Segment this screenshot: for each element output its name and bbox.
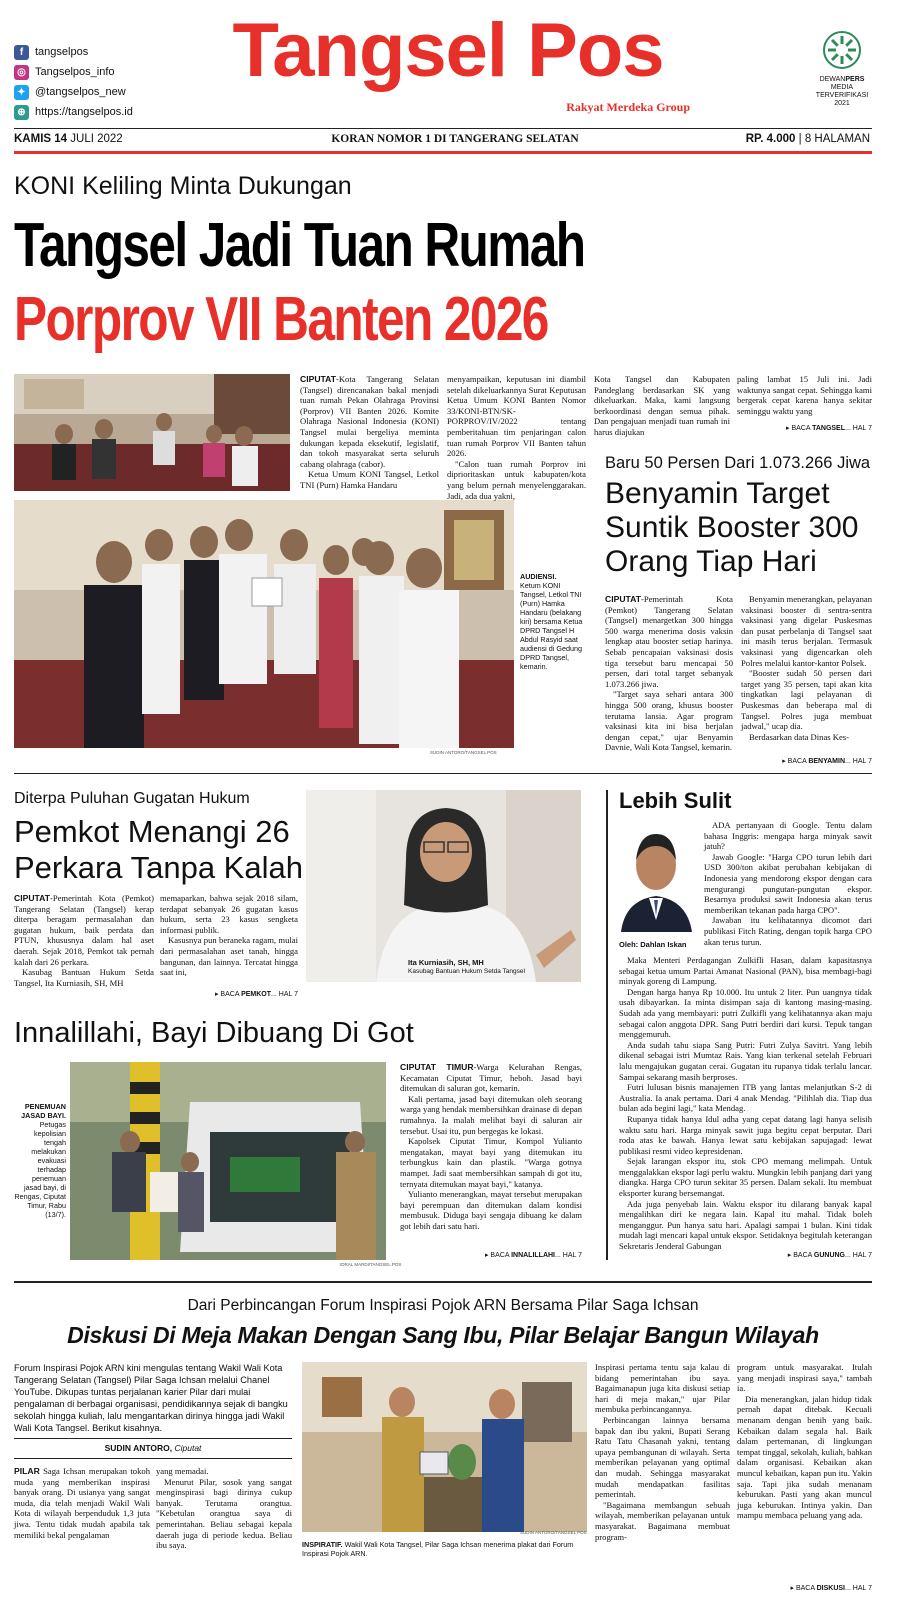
- diskusi-col-1: PILAR Saga Ichsan merupakan tokoh muda yang memberikan inspirasi banyak orang. Di usianya yang sangat muda, dia telah menjadi Wakil Wali Kota di wilayah berpenduduk 1,3 juta jiwa. Tentu tidak mudah apabila tak memiliki bekal pengalaman: [14, 1466, 150, 1540]
- twitter-icon: ✦: [14, 85, 29, 100]
- lead-kicker: KONI Keliling Minta Dukungan: [14, 172, 352, 200]
- social-website[interactable]: ⊕ https://tangselpos.id: [14, 102, 133, 122]
- lead-photo-audiensi: [14, 500, 514, 748]
- masthead-bottom-rule: [14, 151, 872, 154]
- social-facebook[interactable]: f tangselpos: [14, 42, 133, 62]
- benyamin-headline: Benyamin Target Suntik Booster 300 Orang Tiap Hari: [605, 477, 859, 578]
- social-instagram[interactable]: ◎ Tangselpos_info: [14, 62, 133, 82]
- diskusi-byline-rule-2: [14, 1458, 292, 1459]
- column-divider: [606, 790, 608, 1260]
- lead-headline-2: Porprov VII Banten 2026: [14, 285, 548, 354]
- social-links: [14, 42, 133, 122]
- diskusi-col-2: yang memadai. Menurut Pilar, sosok yang sangat menginspirasi bagi dirinya cukup banyak. Terutama orangtua. "Kebetulan orangtua saya di pemerintahan. Beliau sebagai kepala daerah juga di periode kedua. Beliau ibu saya.: [156, 1466, 292, 1551]
- bayi-continued-link[interactable]: ▸ BACA INNALILLAHI... HAL 7: [484, 1252, 582, 1259]
- bayi-headline: Innalillahi, Bayi Dibuang Di Got: [14, 1017, 414, 1049]
- diskusi-intro: Forum Inspirasi Pojok ARN kini mengulas tentang Wakil Wali Kota Tangerang Selatan (Tangsel) Pilar Saga Ichsan melalui Chanel YouTube. Dikupas tuntas perjalanan karier Pilar dari mulai pengalaman di berbagai organisasi, pendidikannya sejak di bangku sekolah hingga kuliah, lalu mengantarkan dirinya hingga jadi Wakil Wali Kota Tangsel. Berikut kisahnya.: [14, 1363, 288, 1433]
- newspaper-title: Tangsel Pos: [232, 8, 664, 93]
- lead-headline-1: Tangsel Jadi Tuan Rumah: [14, 211, 585, 280]
- lead-continued-link[interactable]: ▸ BACA TANGSEL... HAL 7: [785, 425, 872, 432]
- pemkot-kicker: Diterpa Puluhan Gugatan Hukum: [14, 790, 250, 807]
- diskusi-col-3: Inspirasi pertama tentu saja kalau di bidang pemerintahan ibu saya. Bagaimanapun juga kita diskusi setiap hari di meja makan," ujar Pilar membuka perbincangannya. Perbincangan lainnya bersama bapak dan ibu yakni, Bupati Serang Ratu Tatu Chasanah yakni, tentang upaya pembangunan di wilayah. Serta memberikan pelayanan yang optimal dan mudah. Sehingga masyarakat mudah mendapatkan fasilitas pemerintah. "Bagaimana membangun sebuah wilayah, memberikan pelayanan untuk masyarakat. Bagaimana membuat program-: [595, 1362, 730, 1542]
- diskusi-photo: [302, 1362, 587, 1532]
- lead-photo-credit: SUDIN ANTORO/TANGSEL POS: [430, 750, 497, 755]
- price-pages: RP. 4.000 | 8 HALAMAN: [745, 133, 870, 145]
- facebook-icon: f: [14, 45, 29, 60]
- diskusi-continued-link[interactable]: ▸ BACA DISKUSI... HAL 7: [790, 1585, 872, 1592]
- pemkot-photo: [306, 790, 581, 982]
- diskusi-byline: SUDIN ANTORO, Ciputat: [104, 1443, 202, 1453]
- press-badge: DEWANPERS MEDIA TERVERIFIKASI 2021: [812, 30, 872, 108]
- slogan: KORAN NOMOR 1 DI TANGERANG SELATAN: [331, 133, 579, 145]
- dewan-pers-logo-icon: [822, 30, 862, 70]
- lead-col-3: Kota Tangsel dan Kabupaten Pandeglang berdasarkan SK yang dikeluarkan. Maka, kami langsung berkoordinasi dengan semua pihak. Dan pengajuan menjadi tuan rumah ini harus diajukan: [594, 374, 730, 437]
- issue-date: KAMIS 14 JULI 2022: [14, 133, 123, 145]
- bayi-photo-credit: IDRAL MARDI/TANGSEL POS: [340, 1262, 402, 1267]
- diskusi-photo-credit: SUDIN ANTORO/TANGSEL POS: [520, 1530, 587, 1535]
- bayi-photo-caption: PENEMUAN JASAD BAYI. Petugas kepolisian tengah melakukan evakuasi terhadap penemuan jasad bayi, di Rengas, Ciputat Timur, Rabu (13/7).: [14, 1102, 66, 1219]
- diskusi-kicker: Dari Perbincangan Forum Inspirasi Pojok ARN Bersama Pilar Saga Ichsan: [187, 1297, 699, 1314]
- section-rule-2: [14, 1281, 872, 1283]
- masthead-top-rule: [14, 128, 872, 129]
- section-rule-1: [14, 773, 872, 774]
- bayi-col-1: CIPUTAT TIMUR-Warga Kelurahan Rengas, Kecamatan Ciputat Timur, heboh. Jasad bayi ditemukan di saluran got, kemarin. Kali pertama, jasad bayi ditemukan oleh seorang warga yang hendak membersihkan drainase di depan rumahnya. Ia malah melihat bayi di saluran air tersebut. Usai itu, pun bergegas ke lokasi. Kapolsek Ciputat Timur, Kompol Yulianto mengatakan, mayat bayi yang ditemukan itu terbungkus kain dan plastik. "Warga gotnya mampet. Jadi saat membersihkan sampah di got itu, ternyata ditemukan mayat bayi," katanya. Yulianto menerangkan, mayat tersebut merupakan bayi perempuan dan ditemukan dalam kondisi membusuk. Diduga bayi sengaja dibuang ke dalam got lebih dari satu hari.: [400, 1062, 583, 1231]
- lead-col-2: menyampaikan, keputusan ini diambil setelah dikeluarkannya Surat Keputusan Ketua Umum KONI Banten Nomor 33/KONI-BTN/SK-PORPROV/IV/2022 tentang pemberitahuan tim penjaringan calon tuan rumah Porprov VII Banten tahun 2026. "Calon tuan rumah Porprov ini diprioritaskan untuk kabupaten/kota yang belum pernah menyelenggarakan. Jadi, ada dua yakni,: [447, 374, 586, 501]
- pemkot-col-1: CIPUTAT-Pemerintah Kota (Pemkot) Tangerang Selatan (Tangsel) kerap diterpa beragam permasalahan dan gugatan hukum, baik perdata dan PTUN, khususnya dalam hal aset daerah. Sejak 2018, Pemkot tak pernah kalah dari 26 perkara. Kasubag Bantuan Hukum Setda Tangsel, Ita Kurniasih, SH, MH: [14, 893, 154, 988]
- diskusi-byline-rule: [14, 1438, 292, 1439]
- pemkot-caption-name: Ita Kurniasih, SH, MH: [408, 958, 484, 967]
- benyamin-kicker: Baru 50 Persen Dari 1.073.266 Jiwa: [605, 454, 871, 472]
- globe-icon: ⊕: [14, 105, 29, 120]
- column-col-body: Maka Menteri Perdagangan Zulkifli Hasan, dalam kapasitasnya sebagai ketua umum Partai Amanat Nasional (PAN), bisa membagi-bagi minyak goreng di Lampung. Dengan harga hanya Rp 10.000. Itu untuk 2 liter. Pun uangnya tidak usah dibayarkan. Ia minta disimpan saja di kantong masing-masing. Sudah ada yang membayari: putri Zulkifli yang kelihatannya akan maju sebagai calon anggota DPR. Sang Putri berdiri dari kursi. Tepuk tangan menggemuruh. Anda sudah tahu siapa Sang Putri: Futri Zulya Savitri. Yang lebih dikenal sebagai istri Mumtaz Rais. Yang kian terkenal setelah Februari lalu mengajukan gugatan cerai. Gugatan itu rupanya tidak terlalu lancar. Sampai sekarang masih berproses. Futri lulusan bisnis manajemen ITB yang lantas melanjutkan S-2 di Australia. Ia anak pertama. Dari 4 anak Mendag. "Pilihlah dia. Tiap dua bulan ada begini lagi," kata Mendag. Rupanya tidak hanya Idul adha yang cepat datang lagi hanya selisih waktu satu hari. Harga minyak sawit juga begitu cepat berputar. Dari roda atas ke bawah. Hanya lewat satu kebijakan sapujagad: lewat publikasi resmi video kepresidenan. Sejak larangan ekspor itu, stok CPO memang melimpah. Untuk menggalakkan ekspor lagi perlu waktu. Mungkin lebih panjang dari yang diangka. Harga CPO turun sekitar 35 persen. Dalam sekali. Itu membuat eksporter kurang bersemangat. Ada juga penyebab lain. Waktu ekspor itu dilarang banyak kapal mengalihkan diri ke negara lain. Kapal itu mahal. Tidak boleh menganggur. Pun hanya satu hari. Apalagi sampai 1 bulan. Kini tidak mudah lagi mencari kapal untuk ekspor. Setidaknya begitulah keterangan Sekretaris Jenderal Gabungan: [619, 955, 872, 1252]
- diskusi-headline: Diskusi Di Meja Makan Dengan Sang Ibu, Pilar Belajar Bangun Wilayah: [67, 1322, 819, 1348]
- social-twitter[interactable]: ✦ @tangselpos_new: [14, 82, 133, 102]
- pemkot-headline: Pemkot Menangi 26 Perkara Tanpa Kalah: [14, 814, 303, 885]
- benyamin-col-1: CIPUTAT-Pemerintah Kota (Pemkot) Tangerang Selatan (Tangsel) menargetkan 300 hingga 500 warga menerima dosis vaksin lengkap atau booster setiap harinya. Sebab pencapaian vaksinasi dosis tiga tersebut baru mencapai 50 persen, dari total target sebanyak 1.073.266 jiwa. "Target saya sehari antara 300 hingga 500 orang, khusus booster terutama lansia. Agar program vaksinasi kita ini bisa berjalan dengan cepat," ujar Benyamin Davnie, Wali Kota Tangsel, kemarin.: [605, 594, 733, 753]
- benyamin-continued-link[interactable]: ▸ BACA BENYAMIN... HAL 7: [782, 758, 872, 765]
- pemkot-continued-link[interactable]: ▸ BACA PEMKOT... HAL 7: [214, 991, 298, 998]
- newspaper-subtitle: Rakyat Merdeka Group: [566, 100, 690, 114]
- pemkot-col-2: memaparkan, bahwa sejak 2018 silam, terdapat sebanyak 26 gugatan kasus hukum, serta 23 kasus sengketa informasi publik. Kasusnya pun beraneka ragam, mulai dari permasalahan aset tanah, hingga bangunan, dan lainnya. Tercatat hingga saat ini,: [160, 893, 298, 978]
- pemkot-caption-role: Kasubag Bantuan Hukum Setda Tangsel: [408, 968, 525, 975]
- column-author: Oleh: Dahlan Iskan: [619, 940, 687, 949]
- column-title: Lebih Sulit: [619, 788, 732, 813]
- bayi-photo: [70, 1062, 386, 1260]
- column-continued-link[interactable]: ▸ BACA GUNUNG... HAL 7: [787, 1252, 872, 1259]
- diskusi-photo-caption: INSPIRATIF. Wakil Wali Kota Tangsel, Pilar Saga Ichsan menerima plakat dari Forum Inspirasi Pojok ARN.: [302, 1540, 574, 1558]
- benyamin-col-2: Benyamin menerangkan, pelayanan vaksinasi booster di sentra-sentra vaksinasi yang digelar Puskesmas dan pusat perbelanja di Tangsel saat ini masih terus berjalan. Termasuk vaksinasi yang digencarkan oleh Polres melalui kantor-kantor Polsek. "Booster sudah 50 persen dari target yang 35 persen, tapi akan kita tingkatkan lagi pelayanan di Puskesmas dan beberapa mal di Tangsel. Polres juga membuat jadwal," ucap dia. Berdasarkan data Dinas Kes-: [741, 594, 872, 742]
- lead-col-1: CIPUTAT-Kota Tangerang Selatan (Tangsel) direncanakan bakal menjadi tuan rumah Pekan Olahraga Provinsi (Porprov) VII Banten 2026. Komite Olahraga Nasional Indonesia (KONI) Tangsel mulai bergeliya meminta dukungan kepada eksekutif, legislatif, dan tokoh masyarakat serta seluruh cabang olahraga (cabor). Ketua Umum KONI Tangsel, Letkol TNI (Purn) Hamka Handaru: [300, 374, 439, 490]
- lead-col-4: paling lambat 15 Juli ini. Jadi waktunya sangat cepat. Sehingga kami bergerak cepat karena hanya sekitar seminggu waktu yang: [737, 374, 872, 416]
- column-col-top: ADA pertanyaan di Google. Tentu dalam bahasa Inggris: mengapa harga minyak sawit jatuh? Jawab Google: "Harga CPO turun lebih dari USD 300/ton akibat perubahan kebijakan di Indonesia yang mendorong ekspor dengan cara mengurangi pungutan-pungutan ekspor. Besarnya produksi sawit Indonesia akan terus memberikan tekanan pada harga CPO". Jawaban itu kelihatannya dicomot dari publikasi Fitch Rating, dengan topik harga CPO akan terus turun.: [704, 820, 872, 947]
- instagram-icon: ◎: [14, 65, 29, 80]
- column-author-photo: [619, 820, 694, 932]
- lead-photo-meeting: [14, 374, 290, 491]
- diskusi-col-4: program untuk masyarakat. Itulah yang menjadi inspirasi saya," tambah ia. Dia menerangkan, jalan hidup tidak pernah dapat ditebak. Kecuali menanam dengan benih yang baik. Kebaikan dalam segala hal. Baik dalam pertemanan, di lingkungan tempat tinggal, sekolah, kuliah, bahkan dalam organisasi. Kebaikan akan muncul kebaikan, kapan pun itu. Yakin saja. Tapi jika sudah menanam keburukan. Pasti yang akan muncul juga keburukan. Intinya yakin. Dan mampu membaca peluang yang ada.: [737, 1362, 872, 1521]
- lead-photo-caption: AUDIENSI. Ketum KONI Tangsel, Letkol TNI (Purn) Hamka Handaru (belakang kiri) bersama Ketua DPRD Tangsel H Abdul Rasyid saat audiensi di Gedung DPRD Tangsel, kemarin.: [520, 572, 583, 671]
